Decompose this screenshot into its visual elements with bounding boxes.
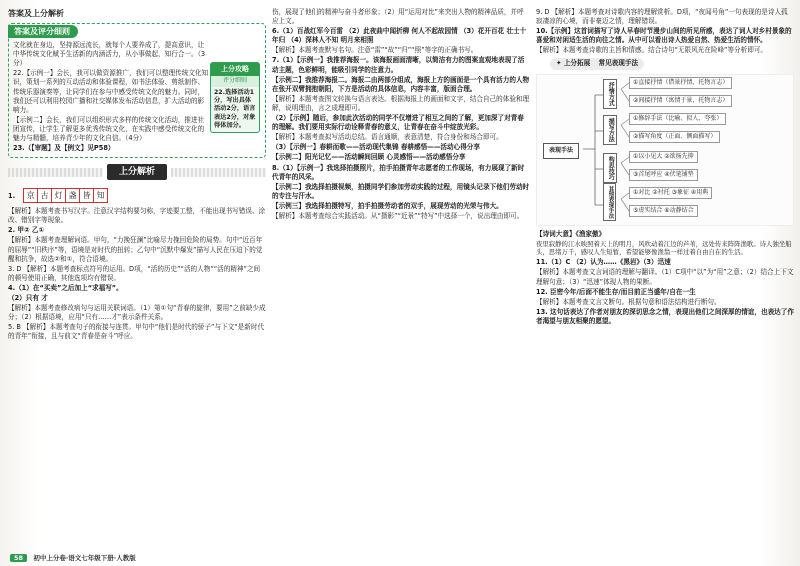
col3-para: 【解析】本题考查诗歌的主旨和情感。结合诗句“无限风光在险峰”等分析即可。 [536, 46, 768, 55]
col1-para: 5. B 【解析】本题考查句子的衔接与连贯。甲句中“他们是时代的骄子”与下文“是新时代的青年”衔接，且与前文“青春是奋斗”呼应。 [8, 323, 265, 341]
col2-para: 【示例二】我选择拍摄视频，拍摄同学们参加劳动实践的过程，用镜头记录下他们劳动时的专注与汗水。 [272, 182, 530, 200]
col3-para: 【解析】本题考查文言文断句。根据句意和语法结构进行断句。 [536, 297, 721, 306]
column-left [8, 8, 266, 343]
col1-para: 【解析】本题考查理解词语。甲句，“力挽狂澜”比喻尽力挽回危险的局势。句中“近百年的屈辱”“旧秩序”等，语境是对时代的扭转；乙句中“沉默中爆发”描写人民在压迫下的觉醒和抗争，故选②和①，符合语境。 [8, 236, 263, 263]
mind-map-center: 表现手法 [543, 143, 579, 159]
page-number: 58 [10, 554, 27, 562]
grid-cell: 知 [93, 188, 108, 203]
mind-map-item: ①以小见大 ②欲扬先抑 [629, 151, 698, 163]
grid-cell: 皆 [79, 188, 94, 203]
col3-para: 9. D 【解析】本题考查对诗歌内容的理解赏析。D项，“夜闻号角”一句表现的是诗人孤寂凄凉的心境，而非豪迈之情，理解错误。 [536, 8, 788, 26]
col2-para: 【解析】本题考查拟写活动总结。语言通顺，表意清楚，符合身份和场合即可。 [272, 133, 503, 142]
upfen-header [550, 58, 794, 69]
col2-para: （2）【示例】随后，参加此次活动的同学不仅增进了相互之间的了解，更加深了对青春的理解。我们要用实际行动诠释青春的意义，让青春在奋斗中绽放光彩。 [272, 114, 524, 132]
col3-para: 13. 这句话表达了作者对朋友的深切思念之情，表现出他们之间深厚的情谊，也表达了作者渴望与朋友相聚的愿望。 [536, 307, 794, 325]
q1-number: 1. [8, 191, 16, 200]
col2-para: 【解析】本题考查综合实践活动。从“摄影”“近景”“特写”中选择一个，说出理由即可。 [272, 211, 524, 220]
col2-para: 【解析】本题考查图文转换与语言表达。根据海报上的画面和文字，结合自己的体验和理解，说明理由，言之成理即可。 [272, 94, 530, 112]
column-right [536, 8, 794, 327]
col1-para: 【解析】本题考查书写汉字。注意汉字结构要匀称，字迹要工整，不能出现书写错误、涂改、错别字等现象。 [8, 207, 266, 225]
branch-description: 描写方法 [603, 115, 617, 145]
col1-para: 2. 甲② 乙① [8, 226, 45, 235]
upfen-pill [550, 58, 644, 69]
col3-para: 12. 臣密今年/后面不能生存/而目前正当盛年/自在一生 [536, 287, 696, 296]
col1-para: 4.（1）在“买卖”之后加上“求福写”。 [8, 283, 123, 292]
grid-cell: 京 [23, 188, 38, 203]
q1-row [8, 185, 266, 207]
answer-box-title: 答案及评分细则 [8, 25, 78, 38]
side-panel-title: 上分攻略 [211, 63, 259, 76]
branch-structure: 构思技巧 [603, 153, 617, 183]
branch-other: 其他表现手法 [603, 183, 616, 221]
col1-para: 【解析】本题考查修改病句与运用关联词语。（1）第①句“青春的旋律，要用”之前缺少成分；（2）根据语境，应用“只有……才”表示条件关系。 [8, 304, 266, 322]
mind-map-item: ②间接抒情（寓情于景、托物言志） [629, 95, 732, 107]
mind-map-item: ①修辞手法（比喻、拟人、夸张） [629, 113, 726, 125]
side-panel-body: 22.选择活动1分，写出具体活动2分，语言表达2分，对象得体加分。 [214, 88, 256, 129]
star-icon: ✦ [556, 59, 562, 68]
mind-map-item: ⑤虚实结合 ⑥动静结合 [629, 205, 698, 217]
col2-para: 【示例二】我推荐海报二。海报二由两部分组成，海报上方的画面是一个具有活力的人物在张开双臂拥抱朝阳，下方是活动的具体信息，内容丰富，版面合理。 [272, 75, 530, 93]
col3-para: 【解析】本题考查文言词语的理解与翻译。（1）C项中“以”为“用”之意；（2）结合上下文理解句意；（3）“迅速”体现人物的果断。 [536, 268, 794, 286]
band-bar-right [171, 168, 266, 177]
col2-para: 【解析】本题考查默写名句。注意“雷”“故”“归”“照”等字的正确书写。 [272, 46, 478, 55]
col3-para: 11.（1）C （2）认为……《黑岩》（3）迅速 [536, 258, 671, 267]
poem-text: 夜里寂静的江水映照着天上的明月，风吹动着江边的芦苇，远处传来阵阵渔歌。诗人独坐船头，思绪万千，感叹人生短暂，希望能够像渔翁一样过着自由自在的生活。 [536, 239, 792, 257]
grid-cell: 古 [37, 188, 52, 203]
q22-answer: 22.【示例一】会长，我可以做资源推广，我们可以整理传统文化知识，策划一系列的互动活动和体验课程，如书法体验、剪纸制作、传统乐器演奏等，让同学们在参与中感受传统文化的魅力。同时，我们还可以利用校园广播和社交媒体发布活动信息，扩大活动的影响力。 [13, 69, 209, 114]
section-band [8, 164, 266, 180]
footer-text: 初中上分卷·语文七年级下册·人教版 [33, 554, 136, 562]
mind-map-item: ③首尾呼应 ④伏笔铺垫 [629, 169, 698, 181]
col2-para: 6.（1）百战红军今百雷 （2）此夜曲中闻折柳 何人不起故园情 （3）花开百花 壮士十年归 （4）深林人不知 明月来相照 [272, 27, 527, 45]
intro-text: 文化就在身边，坚持源远流长，就每个人要养成了，提高意识，让中华传统文化赋予生活新的内涵活力，从小事做起，知行合一。（3分） [13, 41, 206, 68]
col1-para: 3. D 【解析】本题考查标点符号的运用。D项，“活的历史”“活的人物”“活的精神”之间的顿号使用正确，其他选项均有错误。 [8, 264, 261, 282]
page-header: 答案及上分解析 [8, 9, 64, 18]
grid-cell: 盏 [65, 188, 80, 203]
upfen-topic: 常见表现手法 [598, 59, 639, 68]
mind-map-item: ①直接抒情（借景抒情、托物言志） [629, 77, 732, 89]
col2-para: 7.（1）【示例一】我推荐海报一。该海报画面清晰，以简洁有力的图案直观地表现了活动主题，色彩鲜明，能吸引同学的注意力。 [272, 56, 525, 74]
col2-para: 8.（1）【示例一】我选择拍摄照片，拍手拍摄青年志愿者的工作现场，有力展现了新时代青年的风采。 [272, 163, 525, 181]
mind-map-item: ②描写角度（正面、侧面描写） [629, 131, 720, 143]
branch-emotion: 抒情方式 [603, 79, 617, 109]
col2-para: 【示例三】我选择拍摄特写，拍手拍摄劳动者的双手，展现劳动的光荣与伟大。 [272, 201, 503, 210]
char-grid [23, 188, 107, 203]
band-bar-left [8, 168, 103, 177]
col2-para: 伤，展现了他们的精神与奋斗者形象；（2）用“运用对比”来突出人物的精神品质，并呼应上文。 [272, 8, 524, 26]
mind-map [536, 74, 794, 226]
side-panel-subtitle: 评分细则 [211, 76, 259, 86]
section-title: 上分解析 [107, 164, 167, 180]
q23-reference: 23.（【审题】及【例文】见P58） [13, 144, 115, 153]
mind-map-item: ①对比 ②衬托 ③象征 ④用典 [629, 187, 712, 199]
column-middle [272, 8, 530, 222]
col2-para: （3）【示例一】春耕而歌——活动现代集锦 春耕感悟——活动心得分享 [272, 143, 480, 152]
col2-para: 【示例二】阳光记忆——活动瞬间回顾 心灵感悟——活动感悟分享 [272, 153, 466, 162]
page-footer [10, 553, 136, 562]
grid-cell: 灯 [51, 188, 66, 203]
q22-example-two: 【示例二】会长，我们可以组织形式多样的传统文化活动，推进社团宣传，让学生了解更多优秀传统文化，在实践中感受传统文化的魅力与精髓，培养青少年的文化自信。（4分） [13, 115, 205, 142]
side-panel [210, 62, 260, 133]
answer-box [8, 23, 266, 158]
poem-title: 【诗词大意】《渔家傲》 [536, 229, 606, 238]
col3-para: 10.【示例】这首词描写了诗人早春时节漫步山间的所见所感，表达了词人对乡村景象的喜爱和对闲适生活的向往之情。从中可以看出诗人热爱自然、热爱生活的情怀。 [536, 27, 792, 45]
upfen-title: 上分拓展 [563, 59, 591, 68]
col1-para: （2）只有 才 [8, 294, 48, 303]
